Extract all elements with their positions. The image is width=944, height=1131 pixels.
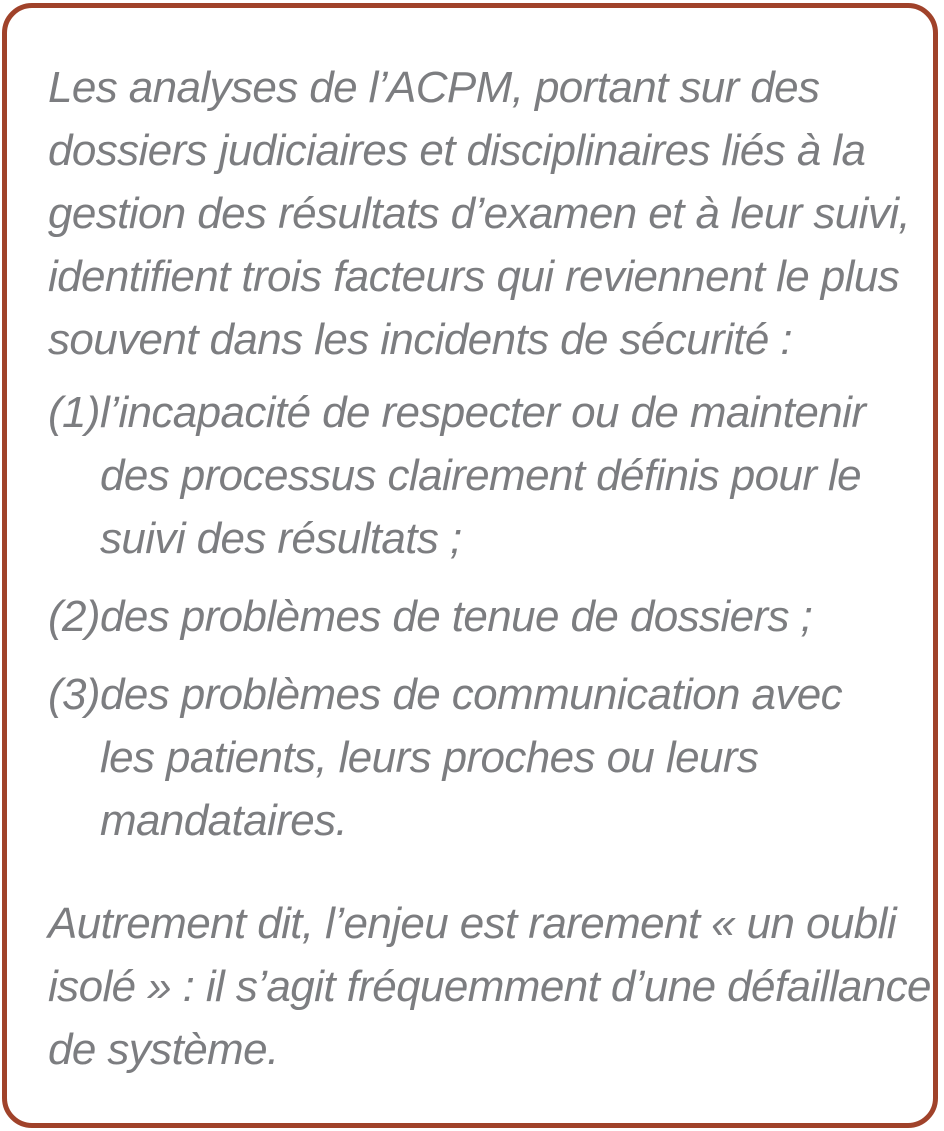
list-item-1-text <box>100 381 893 570</box>
list-line: les patients, leurs proches ou leurs <box>99 733 759 782</box>
closing-paragraph <box>48 892 931 1081</box>
intro-paragraph <box>48 56 911 371</box>
intro-line: identifient trois facteurs qui reviennent le plus <box>48 252 900 301</box>
list-item-3-marker: (3) <box>48 670 100 719</box>
list-item-1-marker: (1) <box>48 388 100 437</box>
list-line: mandataires. <box>99 796 348 845</box>
numbered-list <box>48 381 893 852</box>
closing-line: isolé » : il s’agit fréquemment d’une défaillance <box>48 962 931 1011</box>
list-line: l’incapacité de respecter ou de maintenir <box>99 388 866 437</box>
list-item-2 <box>48 585 893 648</box>
list-line: des problèmes de communication avec <box>99 670 843 719</box>
intro-line: Les analyses de l’ACPM, portant sur des <box>48 63 820 112</box>
list-item-3-text <box>100 663 893 852</box>
list-item-2-marker: (2) <box>48 592 100 641</box>
closing-line: de système. <box>48 1025 279 1074</box>
intro-line: gestion des résultats d’examen et à leur suivi, <box>48 189 911 238</box>
list-item-3 <box>48 663 893 852</box>
list-item-1 <box>48 381 893 570</box>
list-item-2-text <box>100 585 893 648</box>
intro-line: dossiers judiciaires et disciplinaires liés à la <box>48 126 866 175</box>
list-line: des processus clairement définis pour le <box>99 451 862 500</box>
closing-line: Autrement dit, l’enjeu est rarement « un oubli <box>48 899 896 948</box>
list-line: suivi des résultats ; <box>99 514 462 563</box>
intro-line: souvent dans les incidents de sécurité : <box>48 315 793 364</box>
callout-card <box>2 3 938 1128</box>
list-line: des problèmes de tenue de dossiers ; <box>99 592 813 641</box>
